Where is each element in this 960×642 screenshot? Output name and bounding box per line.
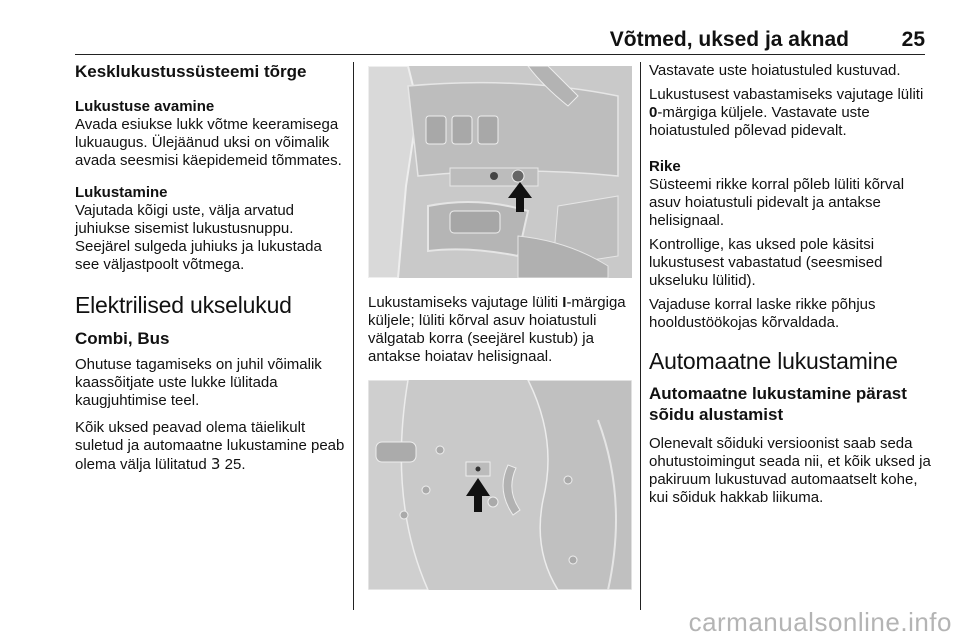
section-heading: Kesklukustussüsteemi tõrge [75,62,307,81]
caption-text: Lukustamiseks vajutage lüliti [368,294,563,311]
column-divider [353,62,354,610]
caption-text: -märgiga küljele; lüliti kõrval asuv hoiatustuli välgatab korra (seejärel kustub) ja antakse hoiatav helisignaal. [368,294,626,365]
reference-arrow-icon: 3 [210,455,221,473]
column-left [75,62,345,483]
paragraph: Süsteemi rikke korral põleb lüliti kõrval asuv hoiatustuli pidevalt ja antakse helisignaal. [649,176,905,229]
subsection-title: Combi, Bus [75,329,170,348]
switch-symbol: 0 [649,104,658,121]
page-header [75,26,925,55]
column-right [649,62,934,516]
section-title: Automaatne lukustamine [649,348,898,374]
paragraph: Vajutada kõigi uste, välja arvatud juhiukse sisemist lukustusnuppu. Seejärel sulgeda juhiuks ja lukustada see väljastpoolt võtmega. [75,202,322,273]
door-illustration [368,380,632,590]
paragraph: Kontrollige, kas uksed pole käsitsi lukustusest vabastatud (seesmised ukseluku lülitid). [649,236,883,289]
column-divider [640,62,641,610]
paragraph [649,86,934,140]
paragraph: Avada esiukse lukk võtme keeramisega lukuaugus. Ülejäänud uksi on võimalik avada seesmisi käepidemeid tõmmates. [75,116,342,169]
page-reference[interactable]: 25. [224,456,246,473]
subheading: Lukustamine [75,184,168,201]
paragraph: Vastavate uste hoiatustuled kustuvad. [649,62,901,79]
paragraph-text: -märgiga küljele. Vastavate uste hoiatustuled põlevad pidevalt. [649,104,870,139]
column-middle [368,62,632,590]
section-title: Elektrilised ukselukud [75,292,292,318]
door-lock-illustration [368,380,632,590]
caption-symbol: I [562,294,567,311]
subsection-title: Automaatne lukustamine pärast sõidu alustamist [649,384,907,424]
paragraph-text: Lukustusest vabastamiseks vajutage lüliti [649,86,924,103]
subheading: Rike [649,158,681,175]
paragraph-text: Kõik uksed peavad olema täielikult suletud ja automaatne lukustamine peab olema välja lülitatud [75,419,345,473]
subheading: Lukustuse avamine [75,98,215,115]
page-number: 25 [901,28,925,51]
switch-illustration [368,66,632,278]
dashboard-switch-illustration [368,66,632,278]
paragraph: Ohutuse tagamiseks on juhil võimalik kaassõitjate uste lukke lülitada kaugjuhtimise teel. [75,356,322,409]
paragraph [75,419,345,474]
paragraph: Vajaduse korral laske rikke põhjus hooldustöökojas kõrvaldada. [649,296,876,331]
watermark-text: carmanualsonline.info [688,607,952,637]
figure-caption [368,294,632,366]
paragraph: Olenevalt sõiduki versioonist saab seda ohutustoimingut seada nii, et kõik uksed ja pakiruum lukustuvad automaatselt kohe, kui sõiduk hakkab liikuma. [649,435,931,506]
chapter-title: Võtmed, uksed ja aknad [609,28,849,51]
